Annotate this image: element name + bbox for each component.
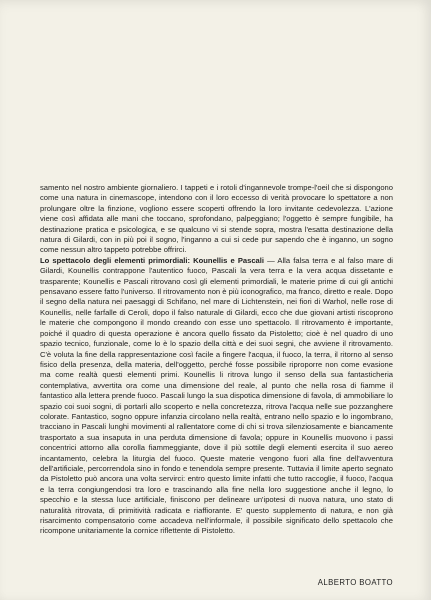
author-signature: ALBERTO BOATTO <box>317 578 393 587</box>
section-heading: Lo spettacolo degli elementi primordiali: Kounellis e Pascali <box>40 255 264 265</box>
paragraph-first: samento nel nostro ambiente giornaliero. I tappeti e i rotoli d'ingannevole trompe-l'oeil che si dispongono come una natura in cinemascope, intendono con il loro eccesso di verità provocare lo spettatore a non prolungare oltre la finzione, vogliono essere scoperti offrendo la loro invitante cedevolezza. L'azione viene così affidata alle mani che toccano, sprofondano, palpeggiano; l'oggetto è sempre fungibile, ha destinazione pratica e psicologica, e se qualcuno vi si stende sopra, mostra l'esatta destinazione della natura di Gilardi, con in più poi il sogno, l'inganno a cui si cede pur sapendo che è inganno, un sogno come nessun altro tappeto potrebbe offrirci. <box>40 183 393 255</box>
article-body <box>40 183 393 537</box>
paragraph-second <box>40 256 393 537</box>
paragraph-second-text: — Alla falsa terra e al falso mare di Gilardi, Kounellis contrappone l'autentico fuoco, Pascali la vera terra e la vera acqua dissetante e trasparente; Kounellis e Pascali ritrovano così gli elementi primordiali, le materie prime di cui gli antichi pensavano essere fatto l'universo. Il ritrovamento non è più iconografico, ma franco, diretto e reale. Dopo il segno della natura nei paesaggi di Schifano, nel mare di Lichtenstein, nei fiori di Warhol, nelle rose di Kounellis, nelle farfalle di Ceroli, dopo il falso naturale di Gilardi, ecco che due giovani artisti riscoprono le materie che compongono il mondo creando con esse uno spettacolo. Il ritrovamento è importante, poiché il quadro di questa operazione è ancora quello fissato da Pistoletto; cioè è nel quadro di uno spazio tecnico, funzionale, come lo è lo spazio della città e dei suoi segni, che avviene il ritrovamento. C'è voluta la fine della rappresentazione così facile a fingere l'acqua, il fuoco, la terra, il ritorno al senso fisico della presenza, della materia, dell'oggetto, perché fosse possibile riproporre non come evasione ma come realtà questi elementi primi. Kounellis li ritrova lungo il senso della sua fantasticheria contemplativa, avvertita ora come una dimensione del reale, al punto che nella rosa di fiamme il fantastico alla lettera prende fuoco. Pascali lungo la sua dispotica dimensione di favola, di ammobiliare lo spazio coi suoi sogni, di portarli allo scoperto e nella concretezza, ritrova l'acqua nelle sue pozzanghere colorate. Fantastico, sogno oppure infanzia circolano nella realtà, entrano nello spazio e lo ingombrano, tracciano in Pascali lunghi movimenti al rallentatore come di chi si trova silenziosamente e biancamente trasportato a sua insaputa in una perduta dimensione di favola; oppure in Kounellis muovono i passi concentrici attorno alla corolla fiammeggiante, dove il più sottile degli elementi esercita il suo aereo incantamento, celebra la liturgia del fuoco. Queste materie vengono fuori alla fine dell'avventura dell'artificiale, percorrendola sino in fondo e tenendola sempre presente. Tuttavia il limite aperto segnato da Pistoletto può ancora una volta servirci: entro questo limite infatti che tutto raccoglie, il fuoco, l'acqua e la terra congiungendosi tra loro e trascinando alla fine nella loro suggestione anche il legno, lo specchio e la stessa luce artificiale, finiscono per delineare un'ipotesi di nuova natura, uno stato di naturalità ritrovata, di primitività radicata e riaffiorante. E' questo supplemento di natura, e non già risarcimento compensatorio come accadeva nell'informale, il possibile significato dello spettacolo che ricompone unitariamente la cornice riflettente di Pistoletto. <box>40 255 393 536</box>
